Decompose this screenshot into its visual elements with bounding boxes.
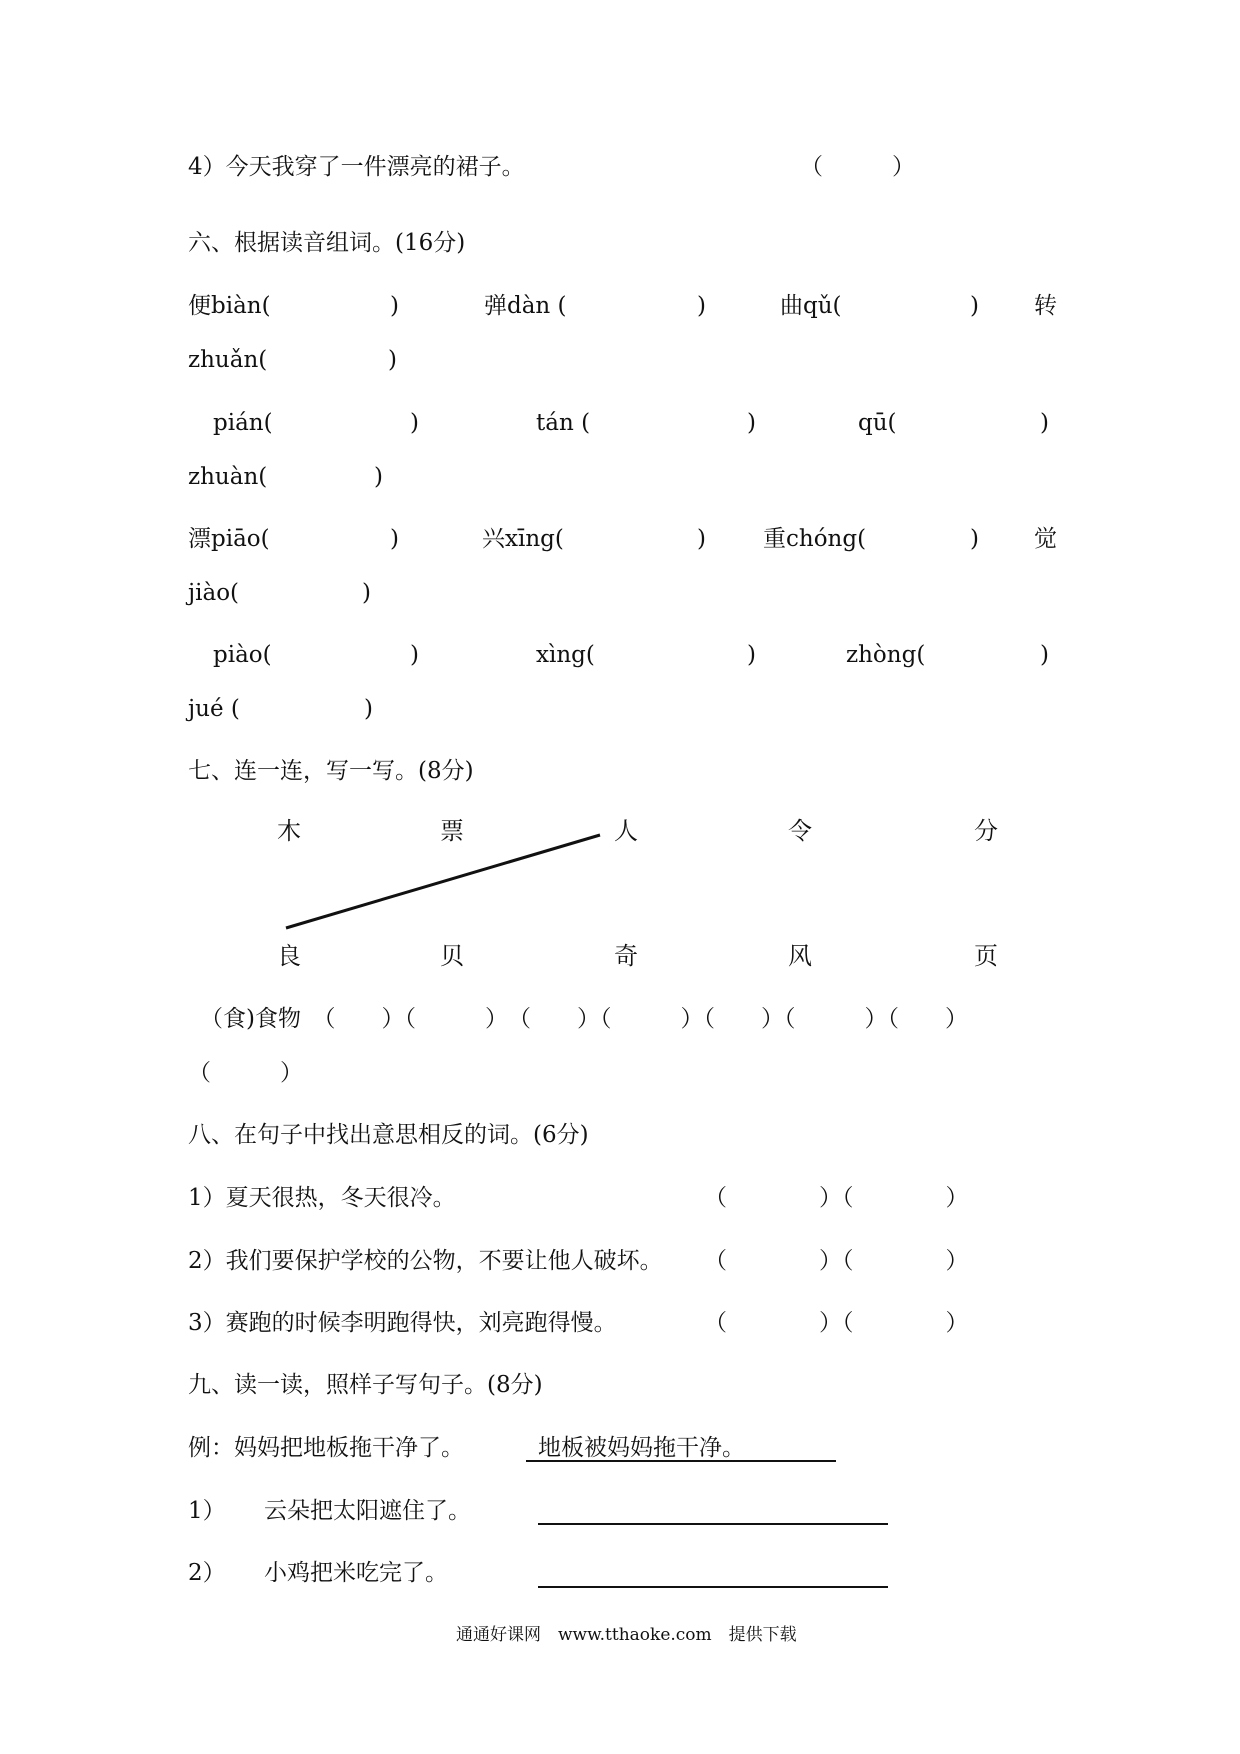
example-sentence: 例：妈妈把地板拖干净了。 [188,1435,464,1461]
match-char-top[interactable]: 人 [614,817,638,845]
pinyin-cell: tán ( [536,410,591,436]
match-char-top[interactable]: 木 [277,817,301,845]
rewrite-sentence: 云朵把太阳遮住了。 [264,1498,471,1524]
pinyin-cell: 曲qǔ( [780,293,842,319]
section-6-title: 六、根据读音组词。(16分) [188,230,466,256]
rewrite-sentence: 小鸡把米吃完了。 [264,1560,448,1586]
sentence-item: 3）赛跑的时候李明跑得快，刘亮跑得慢。 [188,1310,617,1336]
match-char-top[interactable]: 票 [440,817,464,845]
blank-close[interactable]: ) [697,293,706,319]
blank-close[interactable]: ) [410,410,419,436]
pinyin-cell: 便biàn( [188,293,271,319]
pinyin-cell: pián( [213,410,273,436]
answer-underline[interactable] [538,1586,888,1588]
example-answer-underline [526,1460,836,1462]
answer-blanks[interactable]: （ ）（ ） [704,1185,969,1211]
match-char-top[interactable]: 令 [788,817,812,845]
sentence-item: 2）我们要保护学校的公物，不要让他人破坏。 [188,1248,663,1274]
pinyin-cell: 重chóng( [763,526,867,552]
pinyin-cell: zhuàn( [188,464,268,490]
pinyin-cell: jué ( [188,696,240,722]
blank-close[interactable]: ) [970,293,979,319]
match-answer-line-2[interactable]: （ ） [188,1060,303,1086]
pinyin-cell: xìng( [536,642,595,668]
pinyin-cell: 转 [1034,293,1057,319]
match-char-bottom[interactable]: 良 [277,942,301,970]
pinyin-cell: piào( [213,642,272,668]
blank-close[interactable]: ) [1040,410,1049,436]
pinyin-cell: qū( [858,410,897,436]
blank-close[interactable]: ) [390,526,399,552]
section-7-title: 七、连一连，写一写。(8分) [188,758,474,784]
blank-close[interactable]: ) [390,293,399,319]
match-char-bottom[interactable]: 页 [974,942,998,970]
blank-close[interactable]: ) [747,642,756,668]
item-number: 2） [188,1560,226,1586]
answer-blanks[interactable]: （ ）（ ） [704,1310,969,1336]
blank-close[interactable]: ) [747,410,756,436]
pinyin-cell: 兴xīng( [482,526,564,552]
answer-blanks[interactable]: （ ）（ ） [704,1248,969,1274]
answer-underline[interactable] [538,1523,888,1525]
sentence-item: 1）夏天很热，冬天很冷。 [188,1185,456,1211]
blank-close[interactable]: ) [364,696,373,722]
blank-close[interactable]: ) [1040,642,1049,668]
match-char-bottom[interactable]: 奇 [614,942,638,970]
answer-blank[interactable]: （ ） [800,154,915,180]
item-number: 1） [188,1498,226,1524]
blank-close[interactable]: ) [374,464,383,490]
match-char-bottom[interactable]: 贝 [440,942,464,970]
blank-close[interactable]: ) [970,526,979,552]
blank-close[interactable]: ) [410,642,419,668]
sentence-item-4: 4）今天我穿了一件漂亮的裙子。 [188,154,525,180]
pinyin-cell: 弹dàn ( [484,293,567,319]
pinyin-cell: 漂piāo( [188,526,270,552]
section-8-title: 八、在句子中找出意思相反的词。(6分) [188,1122,589,1148]
blank-close[interactable]: ) [362,580,371,606]
footer-source: 通通好课网 www.tthaoke.com 提供下载 [456,1625,797,1645]
example-answer: 地板被妈妈拖干净。 [538,1435,745,1461]
pinyin-cell: zhòng( [846,642,926,668]
pinyin-cell: 觉 [1034,526,1057,552]
blank-close[interactable]: ) [388,347,397,373]
section-9-title: 九、读一读，照样子写句子。(8分) [188,1372,543,1398]
match-char-top[interactable]: 分 [974,817,998,845]
pinyin-cell: jiào( [188,580,240,606]
blank-close[interactable]: ) [697,526,706,552]
match-answer-line[interactable]: （食)食物 （ ）（ ） （ ）（ ）（ ）（ ）（ ） [200,1006,968,1032]
match-char-bottom[interactable]: 风 [788,942,812,970]
pinyin-cell: zhuǎn( [188,347,268,373]
